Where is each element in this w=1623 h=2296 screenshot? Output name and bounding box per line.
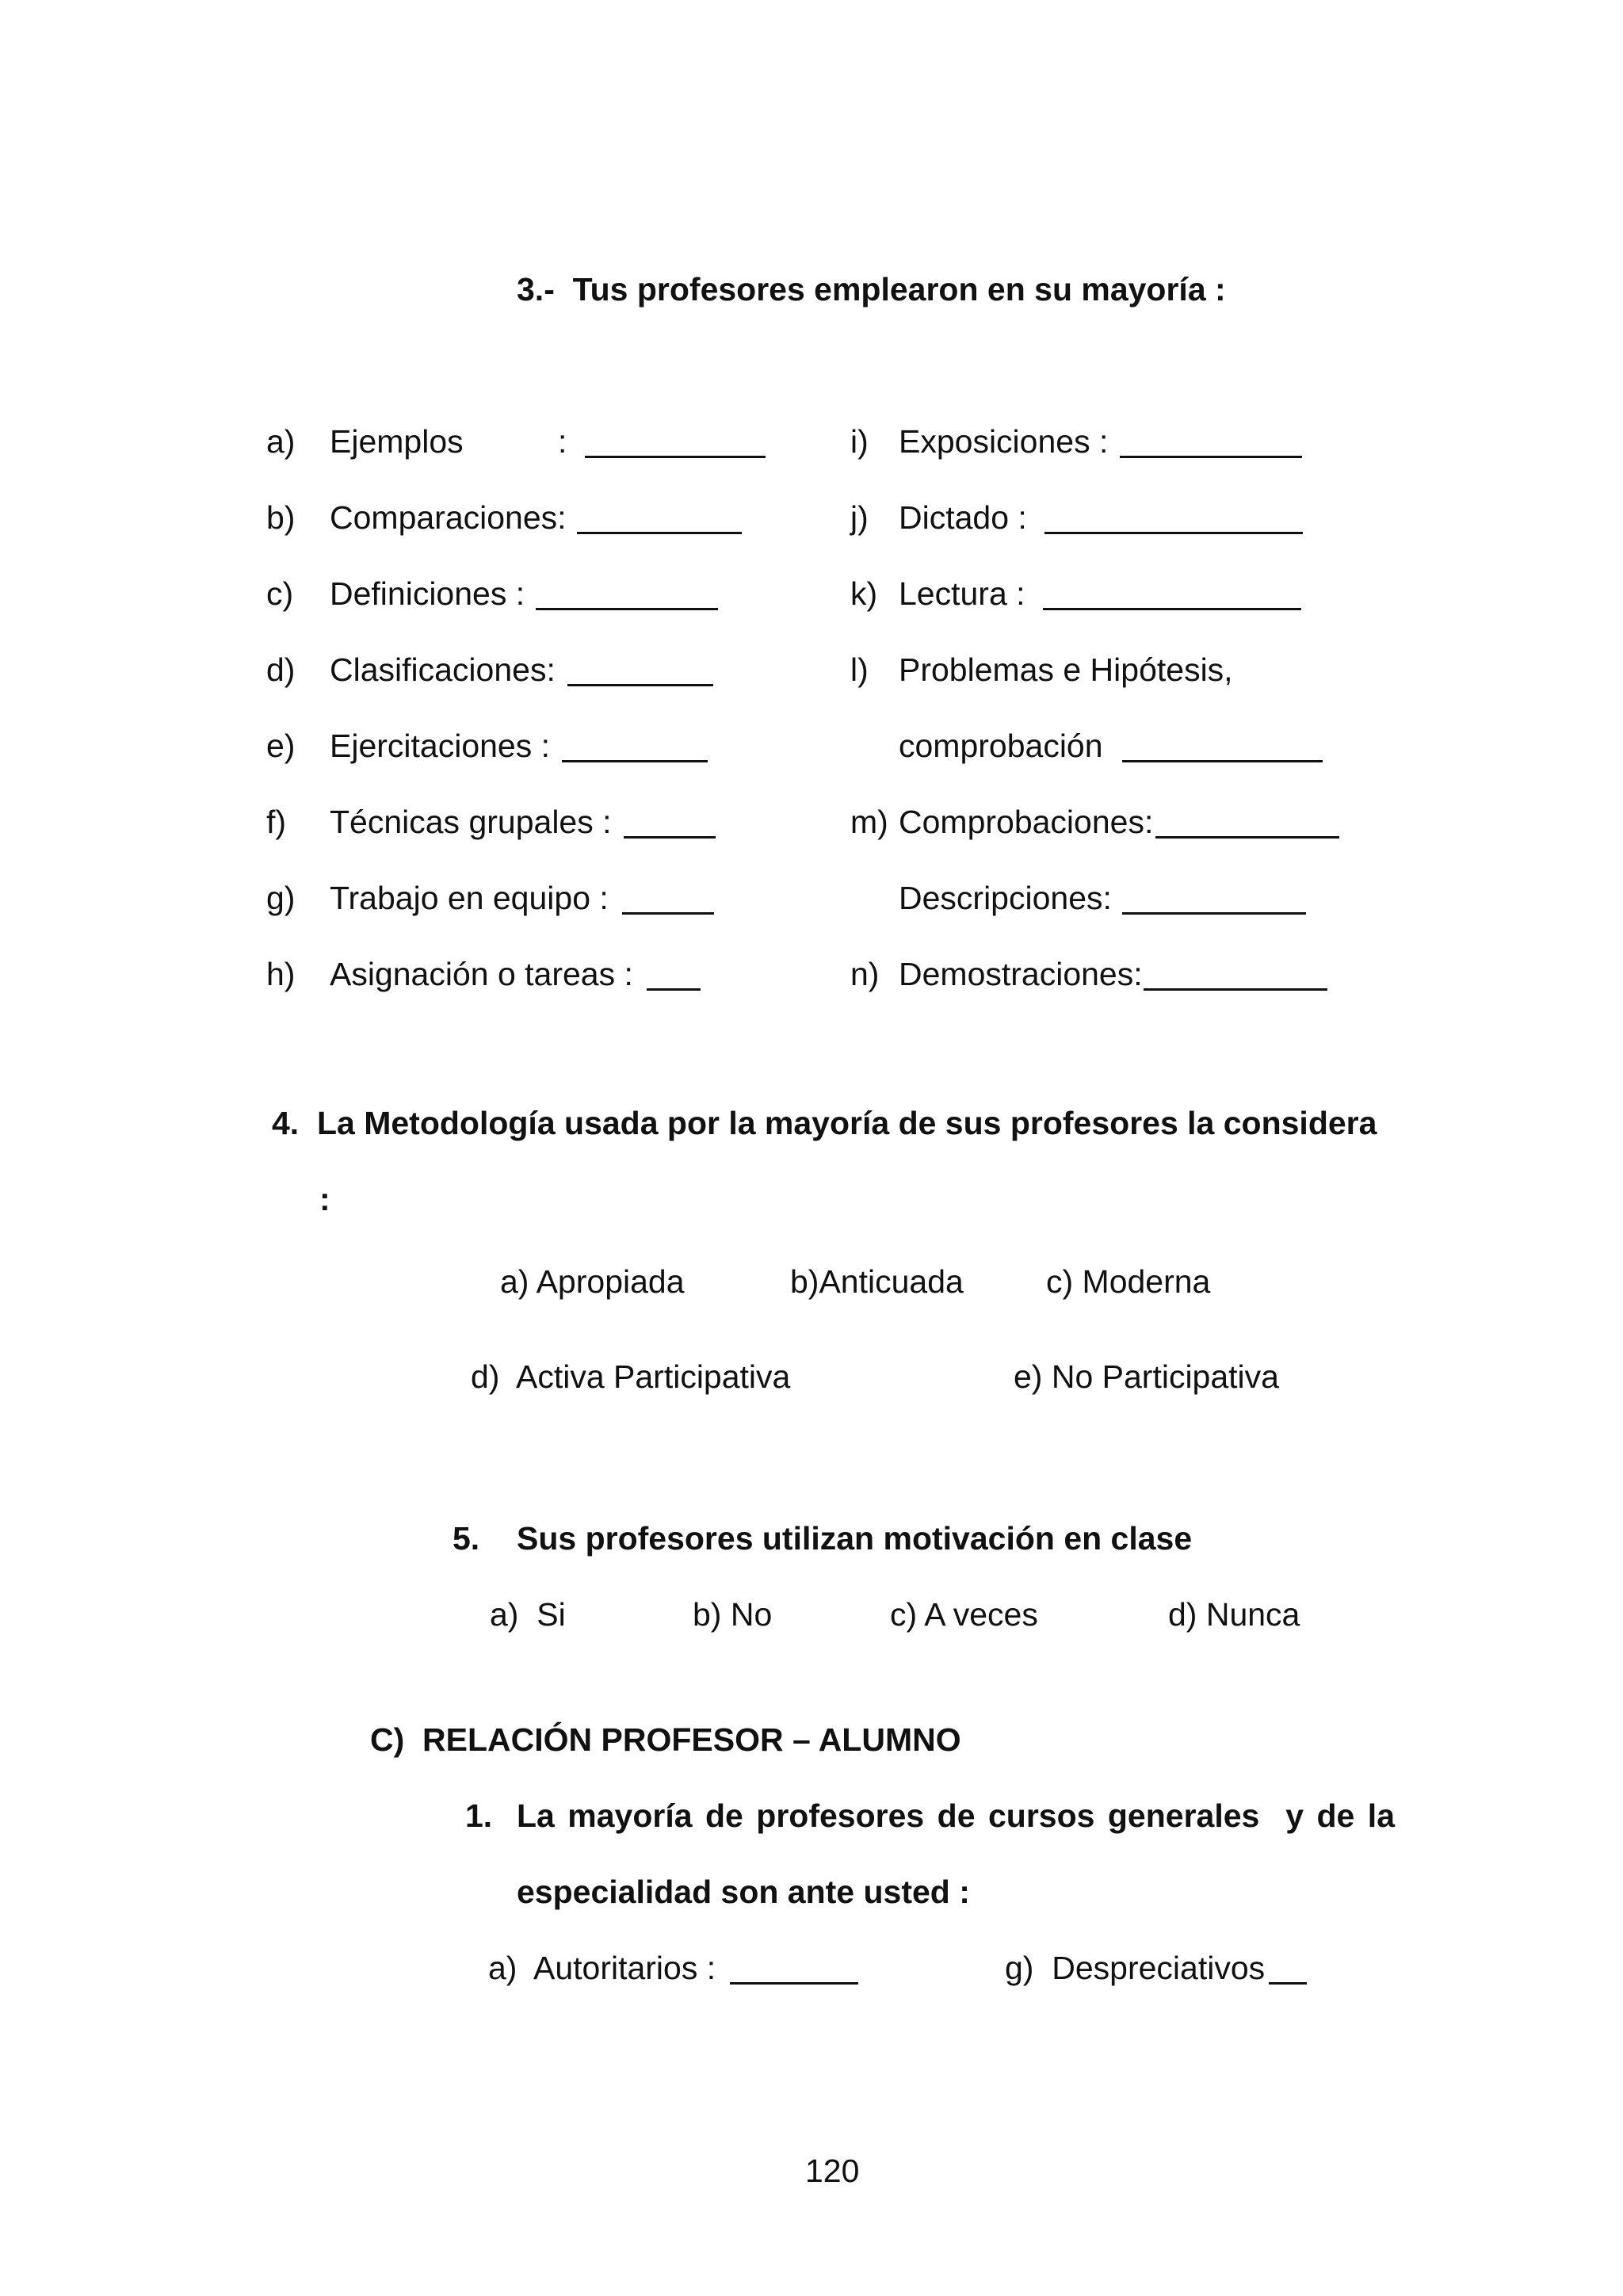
- option-letter: j): [850, 499, 869, 536]
- option-letter: b): [266, 499, 296, 536]
- option-letter: f): [266, 804, 287, 840]
- option-text: Definiciones :: [330, 575, 525, 612]
- section-c-heading: C) RELACIÓN PROFESOR – ALUMNO: [370, 1721, 961, 1758]
- page-number: 120: [805, 2153, 860, 2189]
- option-no-participativa[interactable]: e) No Participativa: [1014, 1358, 1279, 1395]
- option-nunca[interactable]: d) Nunca: [1168, 1596, 1300, 1633]
- option-text: Comparaciones:: [330, 499, 567, 536]
- answer-blank[interactable]: [1043, 579, 1301, 610]
- option-text: Ejercitaciones :: [330, 728, 551, 764]
- option-letter: l): [850, 651, 869, 688]
- option-autoritarios: a) Autoritarios :: [488, 1950, 716, 1986]
- option-despreciativos: g) Despreciativos: [1005, 1950, 1266, 1986]
- option-moderna[interactable]: c) Moderna: [1046, 1263, 1211, 1300]
- option-letter: m): [850, 804, 888, 840]
- question-4-title: 4. La Metodología usada por la mayoría de sus profesores la considera: [272, 1105, 1377, 1141]
- option-letter: h): [266, 956, 296, 992]
- answer-blank[interactable]: [577, 503, 742, 534]
- question-4-colon: :: [319, 1181, 330, 1217]
- option-letter: k): [850, 575, 878, 612]
- answer-blank[interactable]: [624, 808, 716, 839]
- answer-blank[interactable]: [1122, 884, 1306, 915]
- option-text: Exposiciones :: [899, 423, 1109, 460]
- option-si[interactable]: a) Si: [490, 1596, 566, 1633]
- option-letter: c): [266, 575, 294, 612]
- option-text: Problemas e Hipótesis,: [899, 651, 1233, 688]
- option-text: Trabajo en equipo :: [330, 880, 609, 916]
- option-separator: :: [558, 423, 567, 460]
- section-c-q1-line2: especialidad son ante usted :: [517, 1874, 970, 1910]
- option-text: comprobación: [899, 728, 1103, 764]
- option-text: Clasificaciones:: [330, 651, 556, 688]
- answer-blank[interactable]: [585, 427, 766, 458]
- option-anticuada[interactable]: b)Anticuada: [790, 1263, 964, 1300]
- question-5-title: Sus profesores utilizan motivación en clase: [517, 1520, 1193, 1557]
- question-3-title: 3.- Tus profesores emplearon en su mayoría :: [517, 271, 1226, 308]
- option-text: Comprobaciones:: [899, 804, 1154, 840]
- option-text: Dictado :: [899, 499, 1027, 536]
- option-no[interactable]: b) No: [693, 1596, 773, 1633]
- option-letter: n): [850, 956, 880, 992]
- option-letter: d): [266, 651, 296, 688]
- answer-blank[interactable]: [536, 579, 718, 610]
- answer-blank[interactable]: [562, 732, 708, 762]
- section-c-q1-line1: La mayoría de profesores de cursos generales y de la: [517, 1797, 1395, 1834]
- option-text: Descripciones:: [899, 880, 1112, 916]
- option-letter: e): [266, 728, 296, 764]
- option-activa-participativa[interactable]: d) Activa Participativa: [471, 1358, 791, 1395]
- question-5-number: 5.: [453, 1520, 480, 1557]
- option-text: Técnicas grupales :: [330, 804, 612, 840]
- answer-blank[interactable]: [1120, 427, 1302, 458]
- option-letter: g): [266, 880, 296, 916]
- option-text: Demostraciones:: [899, 956, 1143, 992]
- option-a-veces[interactable]: c) A veces: [890, 1596, 1038, 1633]
- answer-blank[interactable]: [647, 960, 701, 991]
- option-text: Ejemplos: [330, 423, 464, 460]
- section-c-q1-number: 1.: [465, 1797, 493, 1834]
- answer-blank[interactable]: [1155, 808, 1339, 839]
- answer-blank[interactable]: [730, 1954, 858, 1985]
- answer-blank[interactable]: [1122, 732, 1323, 762]
- option-text: Asignación o tareas :: [330, 956, 633, 992]
- answer-blank[interactable]: [1044, 503, 1303, 534]
- option-text: Lectura :: [899, 575, 1025, 612]
- option-letter: a): [266, 423, 296, 460]
- answer-blank[interactable]: [1269, 1954, 1307, 1985]
- option-apropiada[interactable]: a) Apropiada: [500, 1263, 685, 1300]
- answer-blank[interactable]: [1144, 960, 1327, 991]
- answer-blank[interactable]: [567, 655, 713, 686]
- answer-blank[interactable]: [622, 884, 714, 915]
- option-letter: i): [850, 423, 869, 460]
